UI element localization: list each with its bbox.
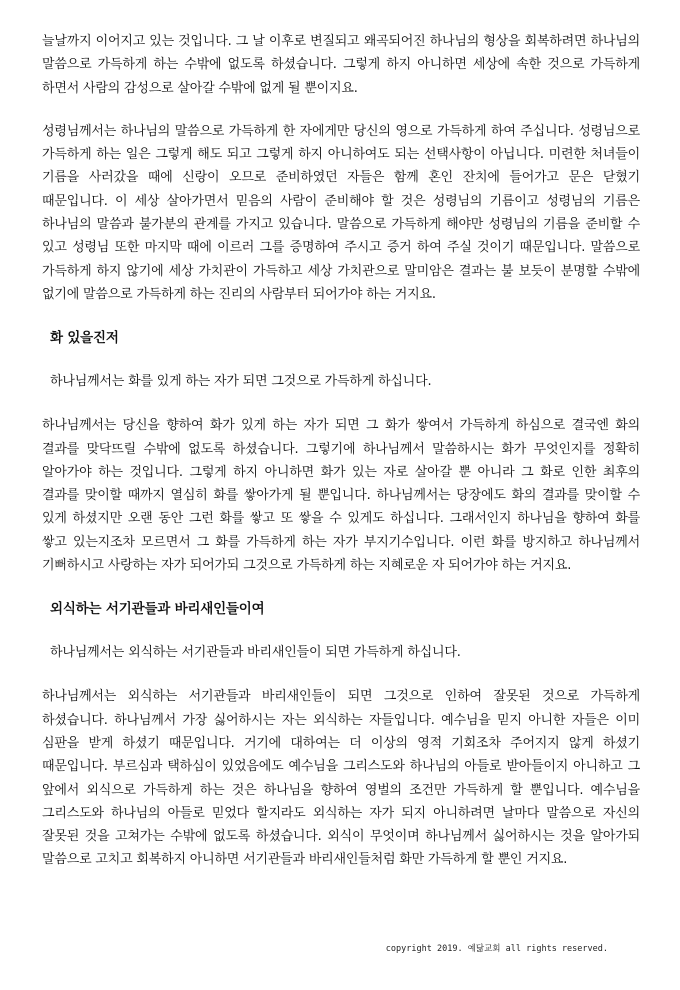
paragraph-holy-spirit: 성령님께서는 하나님의 말씀으로 가득하게 한 자에게만 당신의 영으로 가득하게 하여 주십니다. 성령님으로 가득하게 하는 일은 그렇게 해도 되고 그렇게 하지 아니하여도 되는 선택사항이 아닙니다. 미련한 처녀들이 기름을 사러갔을 때에 신랑이 오므로 준비하였던 자들은 함께 혼인 잔치에 들어가고 문은 닫혔기 때문입니다. 이 세상 살아가면서 믿음의 사람이 준비해야 할 것은 성령님의 기름이고 성령님의 기름은 하나님의 말씀과 불가분의 관계를 가지고 있습니다. 말씀으로 가득하게 해야만 성령님의 기름을 준비할 수 있고 성령님 또한 마지막 때에 이르러 그를 증명하여 주시고 증거 하여 주실 것이기 때문입니다. 말씀으로 가득하게 하지 않기에 세상 가치관이 가득하고 세상 가치관으로 말미암은 결과는 불 보듯이 분명할 수밖에 없기에 말씀으로 가득하게 하는 진리의 사람부터 되어가야 하는 거지요. [42, 123, 640, 302]
section-heading-woe: 화 있을진저 [50, 330, 119, 347]
section-heading-hypocrites: 외식하는 서기관들과 바리새인들이여 [50, 601, 265, 618]
spacer [42, 621, 640, 641]
section-body-woe: 하나님께서는 당신을 향하여 화가 있게 하는 자가 되면 그 화가 쌓여서 가득하게 하심으로 결국엔 화의 결과를 맞닥뜨릴 수밖에 없도록 하셨습니다. 그렇기에 하나님께서 말씀하시는 화가 무엇인지를 정확히 알아가야 하는 것입니다. 그렇게 하지 아니하면 화가 있는 자로 살아갈 뿐 아니라 그 화로 인한 최후의 결과를 맞이할 때까지 열심히 화를 쌓아가게 될 뿐입니다. 하나님께서는 당장에도 화의 결과를 맞이할 수 있게 하셨지만 오랜 동안 그런 화를 쌓고 또 쌓을 수 있게도 하십니다. 그래서인지 하나님을 향하여 화를 쌓고 있는지조차 모르면서 그 화를 가득하게 하는 자가 부지기수입니다. 이런 화를 방지하고 하나님께서 기뻐하시고 사랑하는 자가 되어가되 그것으로 가득하게 하는 지혜로운 자 되어가야 하는 거지요. [42, 418, 640, 574]
spacer [42, 394, 640, 414]
spacer [42, 306, 640, 326]
spacer [42, 350, 640, 370]
document-page [42, 30, 640, 872]
spacer [42, 100, 640, 120]
section-lead-hypocrites: 하나님께서는 외식하는 서기관들과 바리새인들이 되면 가득하게 하십니다. [50, 645, 461, 661]
section-lead-woe: 하나님께서는 화를 있게 하는 자가 되면 그것으로 가득하게 하십니다. [50, 374, 432, 390]
spacer [42, 577, 640, 597]
paragraph-intro: 늘날까지 이어지고 있는 것입니다. 그 날 이후로 변질되고 왜곡되어진 하나님의 형상을 회복하려면 하나님의 말씀으로 가득하게 하는 수밖에 없도록 하셨습니다. 그렇게 하지 아니하면 세상에 속한 것으로 가득하게 하면서 사람의 감성으로 살아갈 수밖에 없게 될 뿐이지요. [42, 34, 640, 96]
spacer [42, 665, 640, 685]
section-body-hypocrites: 하나님께서는 외식하는 서기관들과 바리새인들이 되면 그것으로 인하여 잘못된 것으로 가득하게 하셨습니다. 하나님께서 가장 싫어하시는 자는 외식하는 자들입니다. 예수님을 믿지 아니한 자들은 이미 심판을 받게 하셨기 때문입니다. 거기에 대하여는 더 이상의 영적 기회조차 주어지지 않게 하셨기 때문입니다. 부르심과 택하심이 있었음에도 예수님을 그리스도와 하나님의 아들로 받아들이지 아니하고 그 앞에서 외식으로 가득하게 하는 것은 하나님을 향하여 영벌의 조건만 가득하게 할 뿐입니다. 예수님을 그리스도와 하나님의 아들로 믿었다 할지라도 외식하는 자가 되지 아니하려면 날마다 말씀으로 자신의 잘못된 것을 고쳐가는 수밖에 없도록 하셨습니다. 외식이 무엇이며 하나님께서 싫어하시는 것을 알아가되 말씀으로 고치고 회복하지 아니하면 서기관들과 바리새인들처럼 화만 가득하게 할 뿐인 거지요. [42, 689, 640, 868]
copyright-footer: copyright 2019. 예닮교회 all rights reserved. [385, 944, 608, 954]
